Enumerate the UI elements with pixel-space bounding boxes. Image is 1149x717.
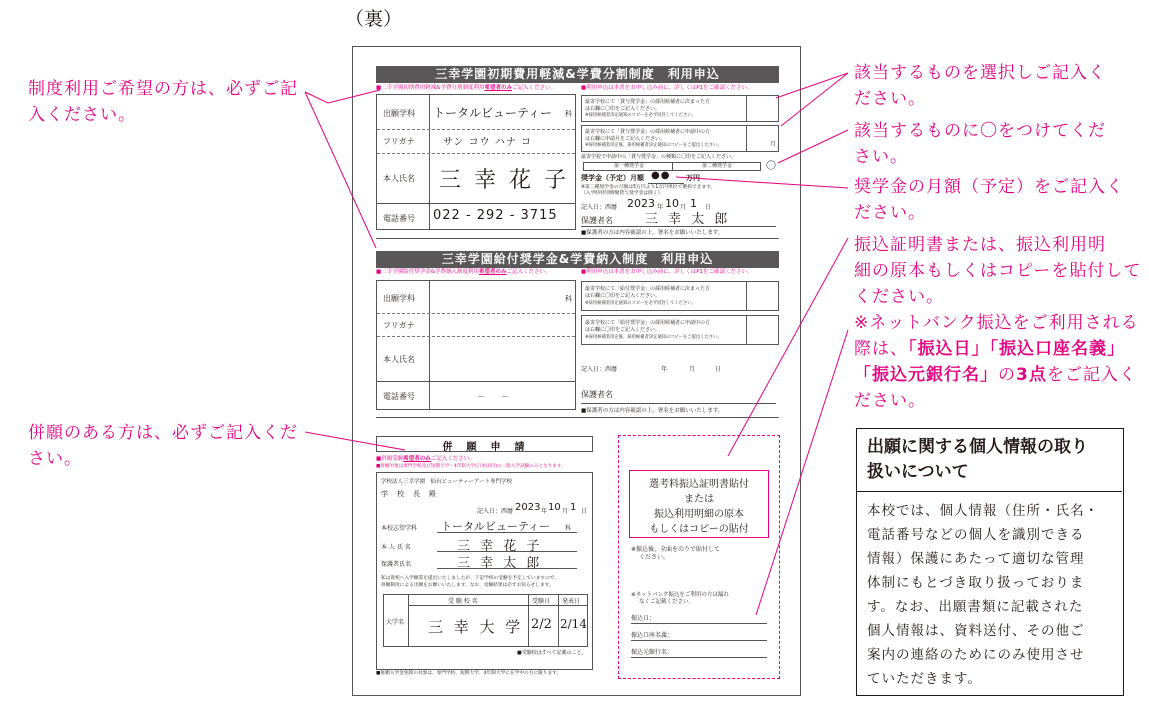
transfer-date-label: 振込日： [631,615,656,622]
section1-note-left: ■三幸学園初期費用軽減&学費分割制度利用希望者のみご記入ください。 [376,85,557,91]
section1-note-right: ■利用申込は本書をお申し込み前に、詳しくはP1をご確認ください。 [581,85,753,91]
leader-left-1 [305,92,376,248]
section2-info-table: 出願学科 科 フリガナ 本人氏名 電話番号 － － [376,280,576,410]
dept-label: 出願学科 [383,109,415,118]
transfer-bank-label: 振込元銀行名： [631,649,674,656]
leader-left-3 [305,432,405,450]
annotation-system-use: 制度利用ご希望の方は、必ずご記 入ください。 [28,79,298,125]
section1-info-table: 出願学科 トータルビューティー 科 フリガナ サン コウ ハナ コ 本人氏名 三 幸 花 子 電話番号 022 - 292 - 3715 [376,94,576,230]
leader-right-5 [728,238,848,456]
kind-circle-mark: 〇 [766,161,776,172]
privacy-body: 本校では、個人情報（住所・氏名・ 電話番号などの個人を識別できる 情報）保護にあたって適切な管理 体制にもとづき取り扱っておりま す。なお、出願書類に記載された 個人情報は、資料送付、その他ご 案内の連絡のためにのみ使用させ ていただきます。 [867,503,1099,687]
application-form-sheet: 三幸学園初期費用軽減&学費分割制度 利用申込 ■三幸学園初期費用軽減&学費分割制度利用希望者のみご記入ください。 ■利用申込は本書をお申し込み前に、詳しくはP1をご確認ください。 出願学科 トータルビューティー 科 フリガナ サン コウ ハナ コ 本人氏名 三 幸 花 子 電話番号 022 - 292 - 3715 最寄学校にて「貸与奨学金」の採用候補者に決まった方 は右欄に〇印をご記入ください。 ※採用候補者決定通知のコピーを必ず同封してください。 最寄学校にて「貸与奨学金」の採用候補者に申請中の方 は右欄に申請月をご記入ください。 ※採用候補者決定後、採用候補者決定通知のコピーをご提出ください。 月 最寄学校で申請中の「貸与奨学金」の種類に〇印をご記入ください。 第一種奨学金 第二種奨学金 〇 奨学金（予定）月額 ●● 万円 ※第二種奨学金の月額は5万円より1万円単位で選択できます。 （入学時特別増額貸与奨学金は除く） 記入日：西暦 2023 年 10 月 1 日 保護者名 三 幸 太 郎 ■保護者の方は内容確認の上、署名をお願いいたします。 三幸学園給付奨学金&学費納入制度 利用申込 ■三幸学園給付奨学金&学費納入制度利用希望者のみご記入ください。 ■利用申込は本書をお申し込み前に、詳しくはP1をご確認ください。 出願学科 科 フリガナ 本人氏名 電話番号 － － 最寄学校にて「給付奨学金」の採用候補者に決まった方 は右欄に〇印をご記入ください。 ※採用候補者決定通知のコピーを必ず同封してください。 最寄学校にて「給付奨学金」の採用候補者に申請中の方 は右欄に〇印をご記入ください。 ※採用候補者決定後、採用候補者決定通知のコピーをご提出ください。 記入日：西暦 年 月 日 保護者名 ■保護者の方は内容確認の上、署名をお願いいたします。 併 願 申 請 ■併願受験希望者のみご記入ください。 ■併願対象は専門学校及び短期大学・4年制大学(日本国内)の一般入学試験のみとなります。 学校法人三幸学園 仙台ビューティーアート専門学校 学 校 長 殿 記入日：西暦 2023 年 10 月 1 日 本校志望学科 トータルビューティー 科 本 人 氏 名 三 幸 花 子 保護者氏名 三 幸 太 郎 私は貴校へ入学願書を提出いたしましたが、下記学校の受験を予定していますので、 併願制度による出願をお願いいたします。なお、受験結果は必ずお知らせします。 大学名 受 験 校 名 受験日 発表日 三 幸 大 学 2/2 2/14 ■受験校はすべて記載のこと。 ■併願入学金免除の対象は、専門学校、短期大学、4年制大学に在学中の方に限ります。 選考料振込証明書貼付 または 振込利用明細の原本 もしくはコピーの貼付 ※振込後、全面をのりで貼付して ください。 ※ネットバンク振込をご利用の方は漏れ なくご記載ください。 振込日： 振込口座名義： 振込元銀行名： [352,46,801,696]
loan-kind-options: 第一種奨学金 第二種奨学金 [583,162,761,171]
leader-right-1 [776,73,848,98]
annotation-circle: 該当するものに〇をつけてくだ さい。 [854,121,1106,167]
heigan-school-table: 大学名 受 験 校 名 受験日 発表日 三 幸 大 学 2/2 2/14 [383,594,588,647]
phone-value[interactable]: 022 - 292 - 3715 [433,208,558,223]
paste-title-box: 選考料振込証明書貼付 または 振込利用明細の原本 もしくはコピーの貼付 [629,470,769,538]
s1-guardian-value[interactable]: 三 幸 太 郎 [645,212,731,227]
amount-label: 奨学金（予定）月額 [581,174,644,182]
grant-applying-box: 最寄学校にて「給付奨学金」の採用候補者に申請中の方 は右欄に〇印をご記入ください。 ※採用候補者決定後、採用候補者決定通知のコピーをご提出ください。 [581,315,779,345]
dept-value[interactable]: トータルビューティー [433,106,553,120]
annotation-amount: 奨学金の月額（予定）をご記入く ださい。 [854,177,1124,223]
name-value[interactable]: 三 幸 花 子 [439,168,569,193]
amount-value[interactable]: ●● [651,170,671,181]
heigan-title: 併 願 申 請 [442,442,527,453]
loan-candidate-box: 最寄学校にて「貸与奨学金」の採用候補者に決まった方 は右欄に〇印をご記入ください。 ※採用候補者決定通知のコピーを必ず同封してください。 [581,95,779,122]
s1-date-label: 記入日：西暦 [581,204,618,211]
section2-title: 三幸学園給付奨学金&学費納入制度 利用申込 [376,251,779,268]
phone-label: 電話番号 [383,214,415,223]
leader-right-6 [756,330,848,615]
loan-applying-box: 最寄学校にて「貸与奨学金」の採用候補者に申請中の方 は右欄に申請月をご記入ください。 ※採用候補者決定後、採用候補者決定通知のコピーをご提出ください。 月 [581,125,779,152]
annotation-netbank: ※ネットバンク振込をご利用される 際は、「振込日」「振込口座名義」 「振込元銀行名」の3点をご記入く ださい。 [854,313,1139,411]
transfer-account-label: 振込口座名義： [631,632,674,639]
leader-right-2 [781,73,848,126]
leader-right-3 [778,130,848,163]
annotation-select: 該当するものを選択しご記入く ださい。 [854,63,1106,109]
privacy-title: 出願に関する個人情報の取り 扱いについて [867,437,1088,482]
furigana-label: フリガナ [383,137,415,146]
leader-right-4 [676,177,848,188]
annotation-heigan: 併願のある方は、必ずご記入くだ さい。 [28,423,298,469]
heigan-form: 学校法人三幸学園 仙台ビューティーアート専門学校 学 校 長 殿 記入日：西暦 2023 年 10 月 1 日 本校志望学科 トータルビューティー 科 本 人 氏 名 三 幸 花 子 保護者氏名 三 幸 太 郎 私は貴校へ入学願書を提出いたしましたが、下記学校の受験を予定していますので、 併願制度による出願をお願いいたします。なお、受験結果は必ずお知らせします。 大学名 受 験 校 名 受験日 発表日 三 幸 大 学 2/2 2/14 ■受験校はすべて記載のこと。 [376,472,593,670]
page-title: （裏） [345,8,403,30]
grant-candidate-box: 最寄学校にて「給付奨学金」の採用候補者に決まった方 は右欄に〇印をご記入ください。 ※採用候補者決定通知のコピーを必ず同封してください。 [581,281,779,311]
privacy-policy-box [856,428,1124,696]
leader-left-2 [305,90,380,103]
section2-note-left: ■三幸学園給付奨学金&学費納入制度利用希望者のみご記入ください。 [376,269,551,275]
section2-note-right: ■利用申込は本書をお申し込み前に、詳しくはP1をご確認ください。 [581,269,753,275]
section1-title: 三幸学園初期費用軽減&学費分割制度 利用申込 [376,66,779,83]
heigan-exam-date[interactable]: 2/2 [531,617,552,632]
name-label: 本人氏名 [383,174,415,183]
annotation-paste-proof: 振込証明書または、振込利用明 細の原本もしくはコピーを貼付して ください。 [854,235,1142,307]
payment-proof-paste-area[interactable]: 選考料振込証明書貼付 または 振込利用明細の原本 もしくはコピーの貼付 ※振込後、全面をのりで貼付して ください。 ※ネットバンク振込をご利用の方は漏れ なくご記載ください。 振込日： 振込口座名義： 振込元銀行名： [618,435,780,679]
furigana-value[interactable]: サン コウ ハナ コ [443,137,533,148]
s1-guardian-label: 保護者名 [581,216,613,225]
heigan-univ-value[interactable]: 三 幸 大 学 [428,618,524,636]
heigan-result-date[interactable]: 2/14 [560,617,587,631]
